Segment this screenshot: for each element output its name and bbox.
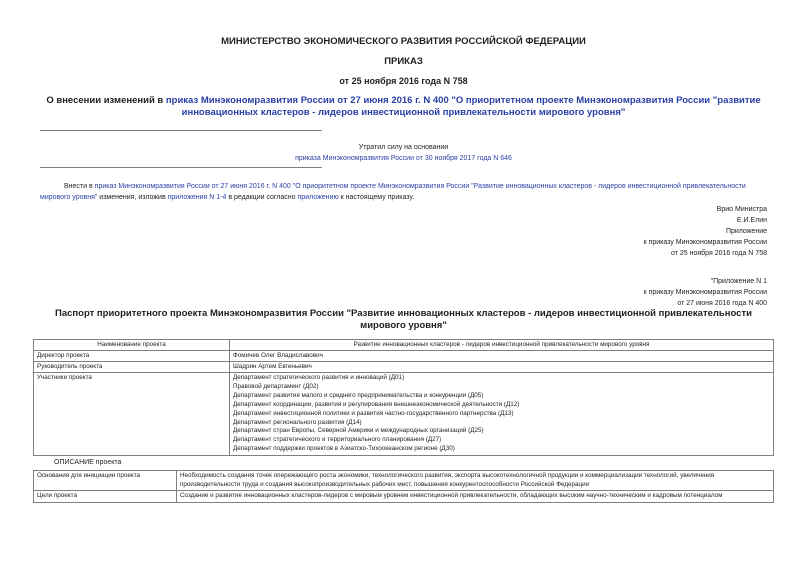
goals-label: Цели проекта	[34, 491, 177, 503]
list-item: Департамент стратегического и территориального планирования (Д27)	[233, 436, 442, 444]
title-order-link[interactable]: приказ Минэкономразвития России от 27 июня 2016 г. N 400 "О приоритетном проекте Минэкономразвития России "развитие инновационных кластеров - лидеров инвестиционной привлекательности мирового уровня"	[165, 95, 761, 118]
document-title-prefix: О внесении изменений в	[46, 95, 166, 106]
appendix-date: от 25 ноября 2016 года N 758	[671, 250, 767, 257]
director-label: Директор проекта	[34, 351, 230, 362]
list-item: Департамент координации, развития и регулирования внешнеэкономической деятельности (Д12)	[233, 400, 520, 408]
intro-order-link[interactable]: приказ Минэкономразвития России от 27 июня 2016 г. N 400 "О приоритетном проекте Минэкономразвития России "Развитие инновационных кластеров - лидеров инвестиционной привлекательности мирового уровня"	[40, 183, 746, 201]
table-header-name: Наименование проекта	[34, 340, 230, 351]
lost-force-note: Утратил силу на основании	[358, 144, 449, 151]
basis-value: Необходимость создания точек опережающего роста экономики, технологического развития, экспорта высокотехнологичной продукции и коммерциализации технологий, увеличения производительности труда и создания высокопроизводительных рабочих мест, повышения конкурентоспособности Российской Федерации	[177, 471, 774, 491]
document-type: ПРИКАЗ	[384, 56, 423, 67]
list-item: Департамент стратегического развития и инноваций (Д01)	[233, 374, 405, 381]
list-item: Департамент инвестиционной политики и развития частно-государственного партнерства (Д13)	[233, 409, 514, 417]
list-item: Департамент регионального развития (Д14)	[233, 418, 362, 426]
table-header-value: Развитие инновационных кластеров - лидеров инвестиционной привлекательности мирового уровня	[230, 340, 774, 351]
description-table	[33, 470, 774, 503]
list-item: Департамент поддержки проектов в Азиатско-Тихоокеанском регионе (Д30)	[233, 445, 455, 453]
table-row	[34, 491, 774, 503]
list-item: Правовой департамент (Д02)	[233, 382, 319, 390]
appendix1-block	[644, 276, 767, 309]
divider-bottom	[40, 167, 322, 168]
appendix1-to-order: к приказу Минэкономразвития России	[643, 289, 767, 296]
director-value: Фомичев Олег Владиславович	[230, 351, 774, 362]
description-title: ОПИСАНИЕ проекта	[54, 459, 122, 466]
appendix-label: Приложение	[725, 228, 767, 235]
signature-position: Врио Министра	[716, 206, 767, 213]
table-row	[34, 362, 774, 373]
participants-label: Участники проекта	[34, 373, 230, 456]
list-item: Департамент стран Европы, Северной Америки и международных организаций (Д25)	[233, 427, 484, 435]
ministry-heading: МИНИСТЕРСТВО ЭКОНОМИЧЕСКОГО РАЗВИТИЯ РОССИЙСКОЙ ФЕДЕРАЦИИ	[221, 36, 586, 47]
passport-title: Паспорт приоритетного проекта Минэкономразвития России "Развитие инновационных кластеров - лидеров инвестиционной привлекательности мирового уровня"	[55, 308, 752, 331]
intro-text-1: Внести в	[64, 183, 95, 190]
goals-value: Создание и развитие инновационных кластеров-лидеров с мировым уровнем инвестиционной привлекательности, обладающих высоким научно-техническим и кадровым потенциалом	[177, 491, 774, 503]
intro-text-4: к настоящему приказу.	[338, 194, 415, 201]
intro-paragraph	[40, 181, 770, 203]
participants-list	[230, 373, 774, 456]
table-row	[34, 340, 774, 351]
document-title	[40, 95, 767, 119]
document-date: от 25 ноября 2016 года N 758	[339, 76, 468, 86]
intro-text-3: в редакции согласно	[226, 194, 298, 201]
list-item: Департамент развития малого и среднего предпринимательства и конкуренции (Д05)	[233, 391, 484, 399]
intro-text-2: изменения, изложив	[97, 194, 168, 201]
divider-top	[40, 130, 322, 131]
lost-force-order-link[interactable]: приказа Минэкономразвития России от 30 ноября 2017 года N 646	[295, 155, 512, 162]
intro-appendix-link[interactable]: приложению	[297, 194, 339, 201]
table-row	[34, 471, 774, 491]
basis-label: Основания для инициации проекта	[34, 471, 177, 491]
table-row	[34, 373, 774, 456]
table-row	[34, 351, 774, 362]
signature-name: Е.И.Елин	[736, 217, 767, 224]
appendix-to-order: к приказу Минэкономразвития России	[643, 239, 767, 246]
appendix1-label: "Приложение N 1	[710, 278, 767, 285]
intro-appendices-link[interactable]: приложения N 1-4	[167, 194, 227, 201]
manager-label: Руководитель проекта	[34, 362, 230, 373]
signature-block	[644, 204, 767, 259]
manager-value: Шадрин Артем Евгеньевич	[230, 362, 774, 373]
passport-table	[33, 339, 774, 456]
appendix1-date: от 27 июня 2016 года N 400	[677, 300, 767, 307]
